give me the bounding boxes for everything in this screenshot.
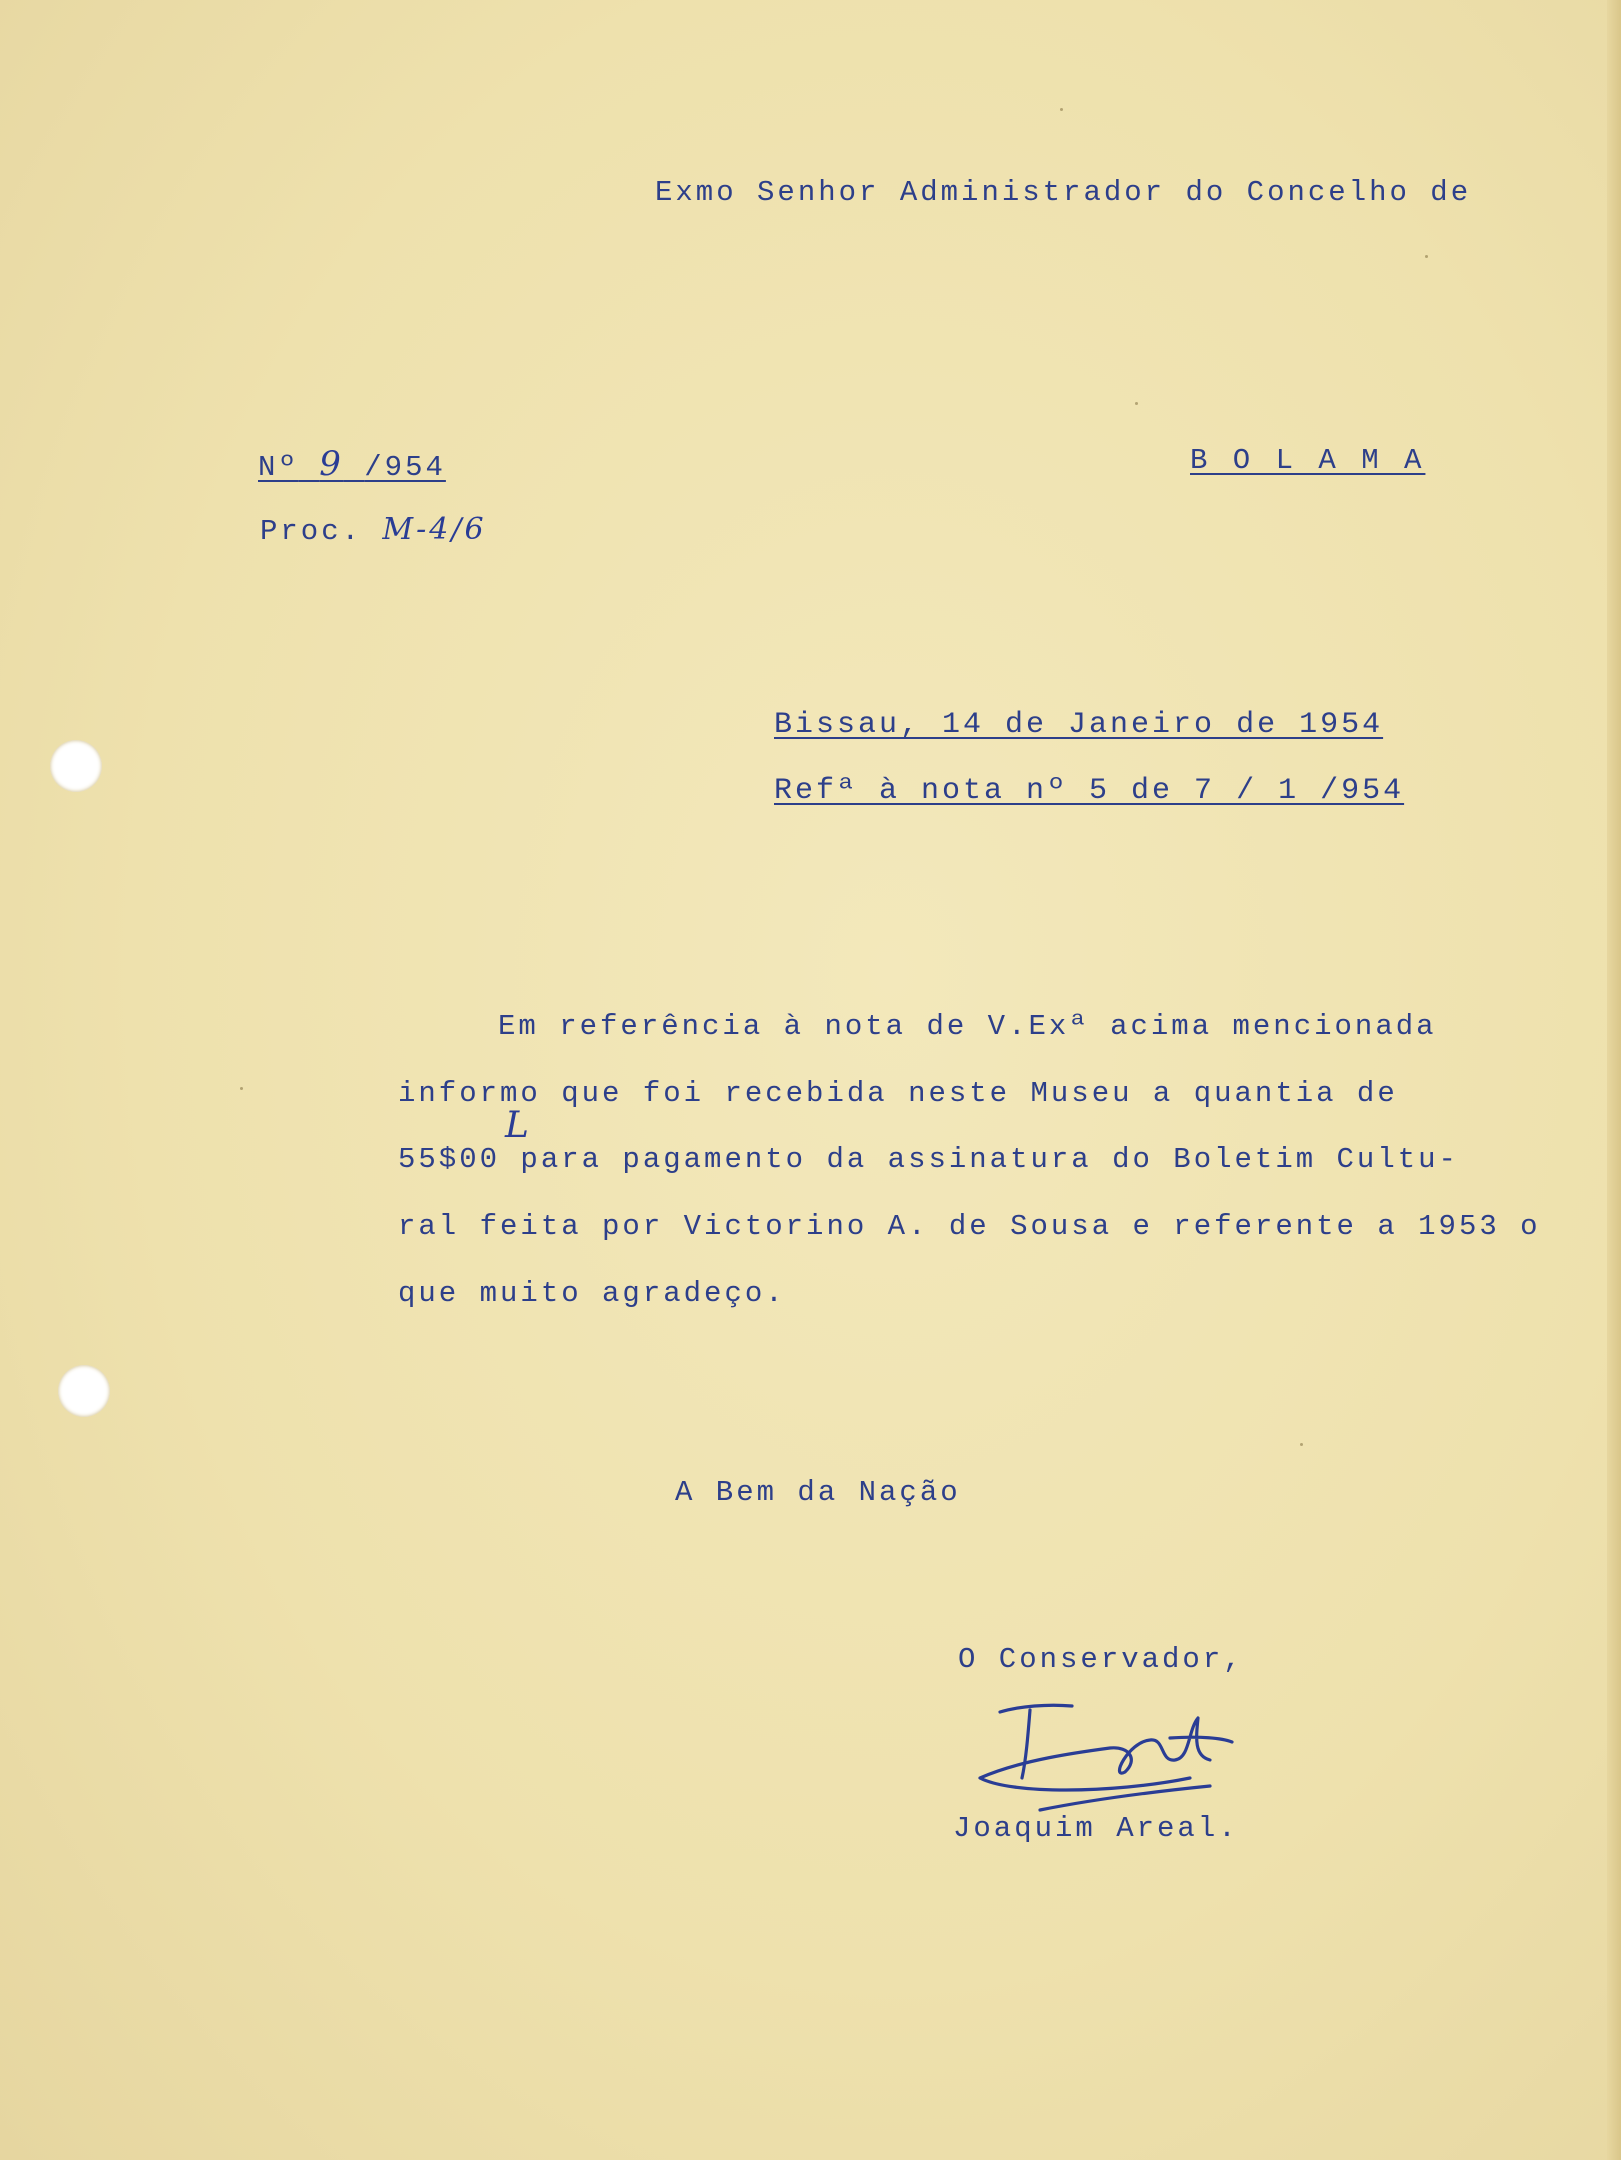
- paper-speck: [1135, 402, 1138, 405]
- paper-speck: [1060, 108, 1063, 111]
- body-line-2: informo que foi recebida neste Museu a quantia de: [398, 1077, 1398, 1110]
- number-year: /954: [364, 451, 446, 484]
- number-prefix: Nº: [258, 451, 299, 484]
- paper-speck: [1425, 255, 1428, 258]
- destination: B O L A M A: [1190, 444, 1426, 477]
- number-handwritten: 9: [319, 444, 344, 484]
- handwritten-correction: L: [505, 1105, 529, 1146]
- signatory-name: Joaquim Areal.: [953, 1812, 1239, 1845]
- proc-value: M-4/6: [382, 512, 487, 547]
- body-line-5: que muito agradeço.: [398, 1277, 786, 1310]
- paper-speck: [240, 1087, 243, 1090]
- body-line-1: Em referência à nota de V.Exª acima mencionada: [498, 1010, 1437, 1043]
- body-line-3: 55$00 para pagamento da assinatura do Boletim Cultu-: [398, 1143, 1459, 1176]
- punch-hole: [58, 1365, 110, 1417]
- signatory-title: O Conservador,: [958, 1643, 1244, 1676]
- handwritten-signature: [960, 1690, 1250, 1820]
- closing-salutation: A Bem da Nação: [675, 1476, 961, 1509]
- paper-edge: [1607, 0, 1621, 2160]
- document-number: [258, 444, 446, 484]
- place-date: Bissau, 14 de Janeiro de 1954: [774, 708, 1384, 742]
- ref-note: Refª à nota nº 5 de 7 / 1 /954: [774, 774, 1405, 808]
- punch-hole: [50, 740, 102, 792]
- paper-speck: [1300, 1443, 1303, 1446]
- proc-label: Proc.: [260, 515, 363, 548]
- addressee-line: Exmo Senhor Administrador do Concelho de: [655, 176, 1472, 209]
- body-line-4: ral feita por Victorino A. de Sousa e referente a 1953 o: [398, 1210, 1541, 1243]
- process-reference: [260, 512, 487, 548]
